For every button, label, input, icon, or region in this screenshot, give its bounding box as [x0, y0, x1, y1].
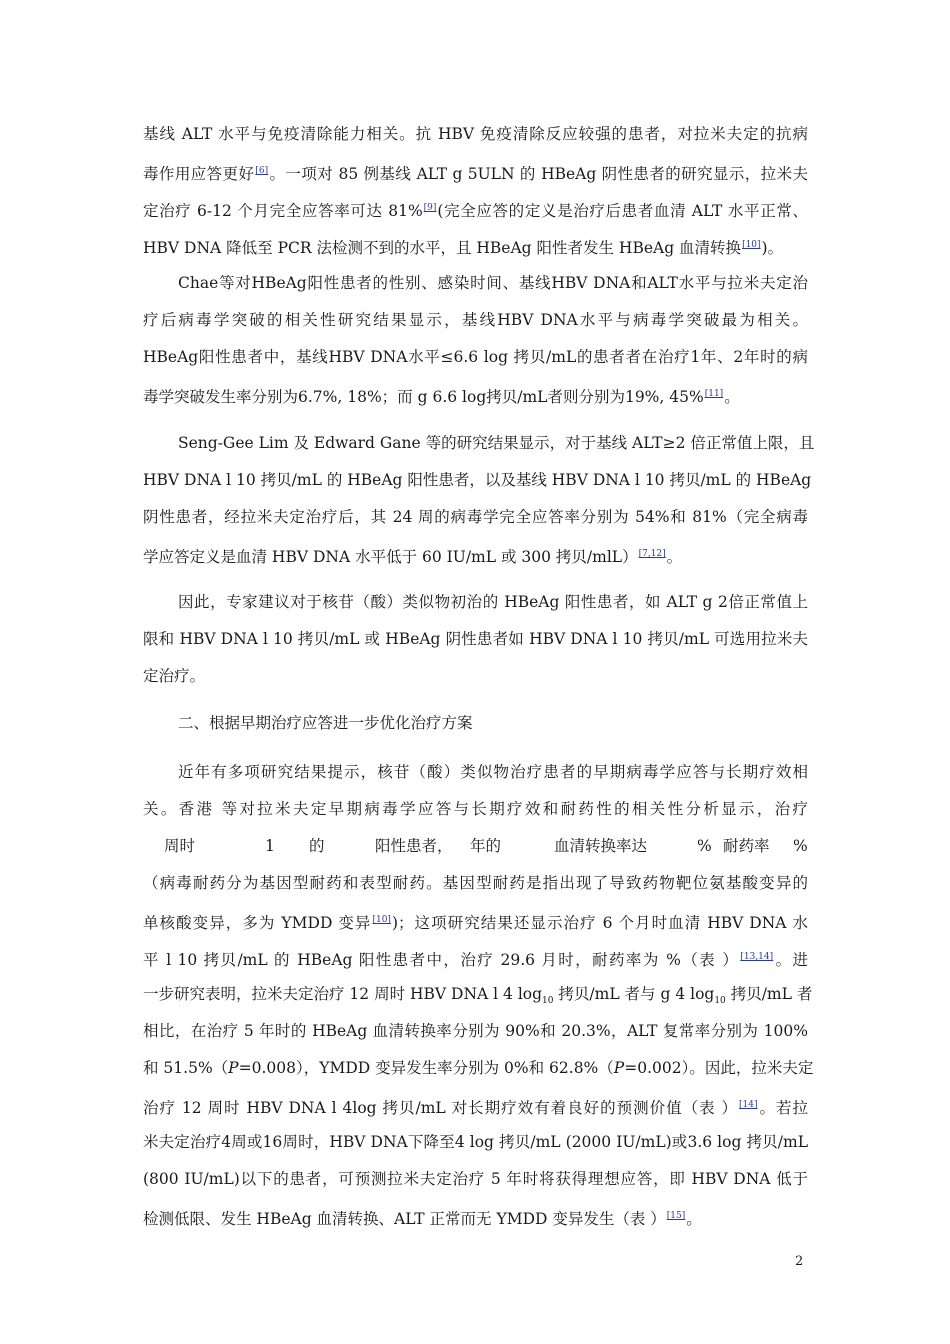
citation-link[interactable]: [13,14]: [740, 952, 774, 962]
citation-link[interactable]: [10]: [372, 915, 391, 925]
paragraph-line: （病毒耐药分为基因型耐药和表型耐药。基因型耐药是指出现了导致药物靶位氨基酸变异的: [143, 874, 808, 892]
paragraph-line: 阴性患者，经拉米夫定治疗后，其 24 周的病毒学完全应答率分别为 54%和 81%（完全病毒: [143, 508, 808, 526]
paragraph-line: 米夫定治疗4周或16周时，HBV DNA下降至4 log 拷贝/mL (2000 IU/mL)或3.6 log 拷贝/mL: [143, 1133, 808, 1151]
paragraph-line: HBeAg阳性患者中，基线HBV DNA水平≤6.6 log 拷贝/mL的患者者在治疗1年、2年时的病: [143, 348, 808, 366]
citation-link[interactable]: [11]: [704, 389, 724, 399]
paragraph-line: 关。香港 等对拉米夫定早期病毒学应答与长期疗效和耐药性的相关性分析显示，治疗: [143, 800, 808, 818]
paragraph-line: 学应答定义是血清 HBV DNA 水平低于 60 IU/mL 或 300 拷贝/mlL）[7,12]。: [143, 548, 683, 566]
citation-link[interactable]: [7,12]: [638, 549, 666, 559]
paragraph-line: 检测低限、发生 HBeAg 血清转换、ALT 正常而无 YMDD 变异发生（表 ）[15]。: [143, 1210, 702, 1228]
section-heading: 二、根据早期治疗应答进一步优化治疗方案: [178, 714, 473, 732]
paragraph-line: 治疗 12 周时 HBV DNA l 4log 拷贝/mL 对长期疗效有着良好的预测价值（表 ）[14]。若拉: [143, 1099, 808, 1117]
paragraph-line: 毒学突破发生率分别为6.7%, 18%；而 g 6.6 log拷贝/mL者则分别为19%, 45%[11]。: [143, 388, 740, 406]
paragraph-line: 限和 HBV DNA l 10 拷贝/mL 或 HBeAg 阴性患者如 HBV DNA l 10 拷贝/mL 可选用拉米夫: [143, 630, 808, 648]
paragraph-line: Seng-Gee Lim 及 Edward Gane 等的研究结果显示，对于基线 ALT≥2 倍正常值上限，且: [178, 434, 815, 452]
paragraph-line: HBV DNA l 10 拷贝/mL 的 HBeAg 阳性患者，以及基线 HBV DNA l 10 拷贝/mL 的 HBeAg: [143, 471, 812, 489]
citation-link[interactable]: [14]: [739, 1100, 758, 1110]
paragraph-line: 和 51.5%（P=0.008），YMDD 变异发生率分别为 0%和 62.8%（P=0.002）。因此，拉米夫定: [143, 1059, 814, 1077]
citation-link[interactable]: [6]: [255, 166, 269, 176]
document-page: 基线 ALT 水平与免疫清除能力相关。抗 HBV 免疫清除反应较强的患者，对拉米夫定的抗病 毒作用应答更好[6]。一项对 85 例基线 ALT g 5ULN 的 HBeAg 阴性患者的研究显示，拉米夫 定治疗 6-12 个月完全应答率可达 81%[9](完全应答的定义是治疗后患者血清 ALT 水平正常、 HBV DNA 降低至 PCR 法检测不到的水平，且 HBeAg 阳性者发生 HBeAg 血清转换[10])。 Chae等对HBeAg阳性患者的性别、感染时间、基线HBV DNA和ALT水平与拉米夫定治 疗后病毒学突破的相关性研究结果显示，基线HBV DNA水平与病毒学突破最为相关。 HBeAg阳性患者中，基线HBV DNA水平≤6.6 log 拷贝/mL的患者者在治疗1年、2年时的病 毒学突破发生率分别为6.7%, 18%；而 g 6.6 log拷贝/mL者则分别为19%, 45%[11]。 Seng-Gee Lim 及 Edward Gane 等的研究结果显示，对于基线 ALT≥2 倍正常值上限，且 HBV DNA l 10 拷贝/mL 的 HBeAg 阳性患者，以及基线 HBV DNA l 10 拷贝/mL 的 HBeAg 阴性患者，经拉米夫定治疗后，其 24 周的病毒学完全应答率分别为 54%和 81%（完全病毒 学应答定义是血清 HBV DNA 水平低于 60 IU/mL 或 300 拷贝/mlL）[7,12]。 因此，专家建议对于核苷（酸）类似物初治的 HBeAg 阳性患者，如 ALT g 2倍正常值上 限和 HBV DNA l 10 拷贝/mL 或 HBeAg 阴性患者如 HBV DNA l 10 拷贝/mL 可选用拉米夫 定治疗。 二、根据早期治疗应答进一步优化治疗方案 近年有多项研究结果提示，核苷（酸）类似物治疗患者的早期病毒学应答与长期疗效相 关。香港 等对拉米夫定早期病毒学应答与长期疗效和耐药性的相关性分析显示，治疗 周时 1 的 阳性患者， 年的 血清转换率达 % 耐药率 % （病毒耐药分为基因型耐药和表型耐药。基因型耐药是指出现了导致药物靶位氨基酸变异的 单核酸变异，多为 YMDD 变异[10])；这项研究结果还显示治疗 6 个月时血清 HBV DNA 水 平 l 10 拷贝/mL 的 HBeAg 阳性患者中，治疗 29.6 月时，耐药率为 %（表 ）[13,14]。进 一步研究表明，拉米夫定治疗 12 周时 HBV DNA l 4 $\log_{10}$ 拷贝/mL 者与 g 4 $\log_{10}$ 拷贝/mL 者 相比，在治疗 5 年时的 HBeAg 血清转换率分别为 90%和 20.3%，ALT 复常率分别为 100% 和 51.5%（P=0.008），YMDD 变异发生率分别为 0%和 62.8%（P=0.002）。因此，拉米夫定 治疗 12 周时 HBV DNA l 4log 拷贝/mL 对长期疗效有着良好的预测价值（表 ）[14]。若拉 米夫定治疗4周或16周时，HBV DNA下降至4 log 拷贝/mL (2000 IU/mL)或3.6 log 拷贝/mL (800 IU/mL)以下的患者，可预测拉米夫定治疗 5 年时将获得理想应答，即 HBV DNA 低于 检测低限、发生 HBeAg 血清转换、ALT 正常而无 YMDD 变异发生（表 ）[15]。 2: [143, 125, 815, 1269]
paragraph-line: Chae等对HBeAg阳性患者的性别、感染时间、基线HBV DNA和ALT水平与拉米夫定治: [178, 274, 808, 292]
paragraph-line: 定治疗 6-12 个月完全应答率可达 81%[9](完全应答的定义是治疗后患者血清 ALT 水平正常、: [143, 202, 808, 220]
paragraph-line: 近年有多项研究结果提示，核苷（酸）类似物治疗患者的早期病毒学应答与长期疗效相: [178, 763, 808, 781]
paragraph-line: 一步研究表明，拉米夫定治疗 12 周时 HBV DNA l 4 $\log_{10}$ 拷贝/mL 者与 g 4 $\log_{10}$ 拷贝/mL 者: [143, 985, 813, 1006]
paragraph-line: HBV DNA 降低至 PCR 法检测不到的水平，且 HBeAg 阳性者发生 HBeAg 血清转换[10])。: [143, 239, 784, 257]
paragraph-line: 毒作用应答更好[6]。一项对 85 例基线 ALT g 5ULN 的 HBeAg 阴性患者的研究显示，拉米夫: [143, 165, 808, 183]
citation-link[interactable]: [9]: [423, 203, 437, 213]
citation-link[interactable]: [10]: [742, 240, 761, 250]
paragraph-line: 单核酸变异，多为 YMDD 变异[10])；这项研究结果还显示治疗 6 个月时血清 HBV DNA 水: [143, 914, 808, 932]
paragraph-line: (800 IU/mL)以下的患者，可预测拉米夫定治疗 5 年时将获得理想应答，即 HBV DNA 低于: [143, 1170, 808, 1188]
paragraph-line: 相比，在治疗 5 年时的 HBeAg 血清转换率分别为 90%和 20.3%，ALT 复常率分别为 100%: [143, 1022, 808, 1040]
citation-link[interactable]: [15]: [666, 1211, 686, 1221]
paragraph-line: 疗后病毒学突破的相关性研究结果显示，基线HBV DNA水平与病毒学突破最为相关。: [143, 311, 808, 329]
paragraph-line: 基线 ALT 水平与免疫清除能力相关。抗 HBV 免疫清除反应较强的患者，对拉米夫定的抗病: [143, 125, 808, 143]
paragraph-line: 平 l 10 拷贝/mL 的 HBeAg 阳性患者中，治疗 29.6 月时，耐药率为 %（表 ）[13,14]。进: [143, 951, 808, 969]
paragraph-line: 定治疗。: [143, 667, 206, 685]
paragraph-line: 因此，专家建议对于核苷（酸）类似物初治的 HBeAg 阳性患者，如 ALT g 2倍正常值上: [178, 593, 808, 611]
page-number: 2: [795, 1254, 804, 1269]
